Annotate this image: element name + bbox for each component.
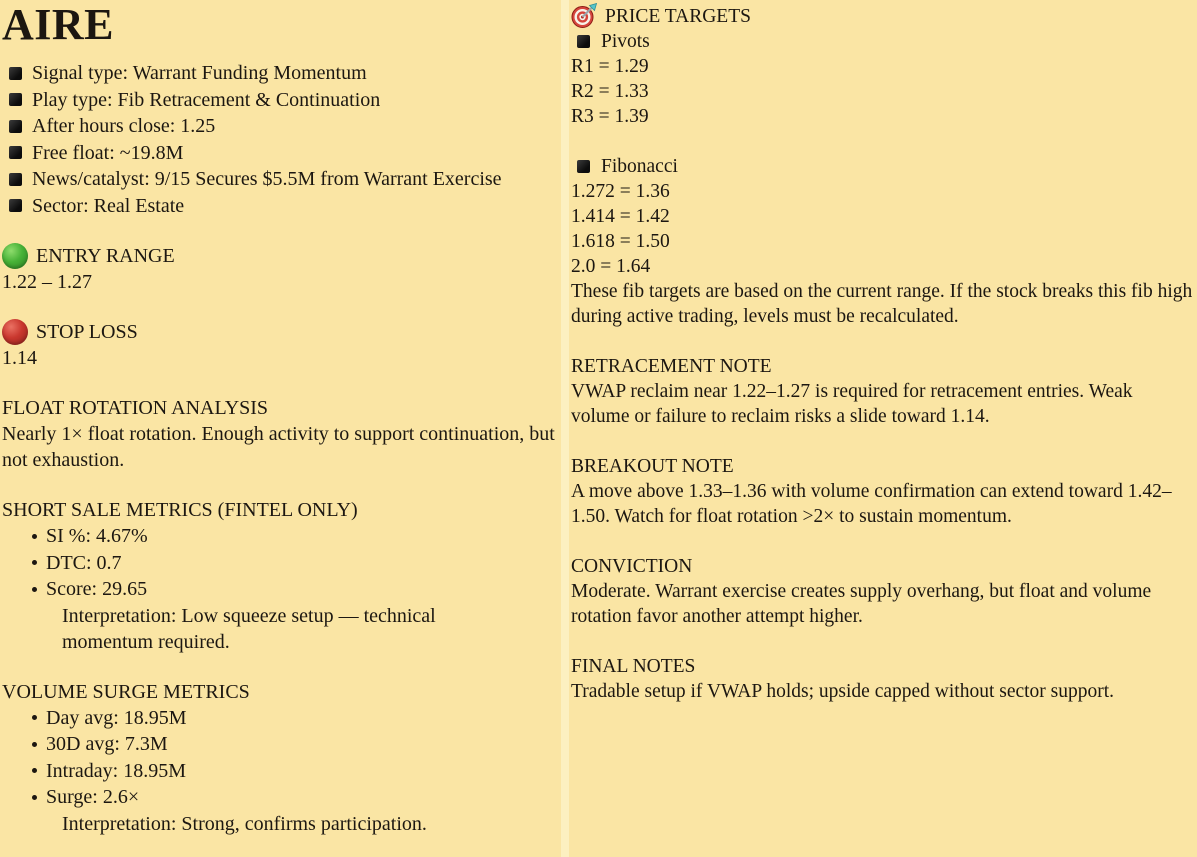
volume-surge-section	[2, 679, 561, 837]
retracement-note-heading: RETRACEMENT NOTE	[571, 356, 772, 377]
fact-line	[2, 193, 561, 220]
metric-line	[2, 523, 561, 550]
breakout-note-section	[571, 454, 1193, 529]
facts-list	[2, 60, 561, 219]
volume-surge-heading: VOLUME SURGE METRICS	[2, 680, 250, 703]
dot-bullet-icon	[32, 534, 37, 539]
retracement-note-body: VWAP reclaim near 1.22–1.27 is required for retracement entries. Weak volume or failure to reclaim risks a slide toward 1.14.	[571, 381, 1133, 427]
black-square-icon	[577, 35, 590, 48]
entry-range-label: ENTRY RANGE	[36, 245, 175, 267]
entry-range-section	[2, 243, 561, 295]
conviction-heading: CONVICTION	[571, 556, 693, 577]
metric-text: Surge: 2.6×	[46, 786, 140, 808]
fact-text: Free float: ~19.8M	[32, 141, 184, 164]
fact-line	[2, 166, 561, 193]
fact-text: After hours close: 1.25	[32, 115, 216, 137]
float-rotation-heading: FLOAT ROTATION ANALYSIS	[2, 397, 269, 419]
stop-loss-value: 1.14	[2, 347, 37, 369]
fib-level: 2.0 = 1.64	[571, 256, 651, 277]
left-column	[0, 0, 561, 857]
fact-text: Signal type: Warrant Funding Momentum	[32, 62, 367, 84]
price-targets-heading	[571, 3, 1193, 29]
conviction-body: Moderate. Warrant exercise creates supply overhang, but float and volume rotation favor another attempt higher.	[571, 581, 1152, 627]
fact-line	[2, 140, 561, 167]
fib-level: 1.414 = 1.42	[571, 206, 670, 227]
final-notes-section	[571, 654, 1193, 704]
metric-text: 30D avg: 7.3M	[46, 733, 168, 755]
column-divider	[561, 0, 569, 857]
fib-level: 1.272 = 1.36	[571, 181, 670, 202]
stop-loss-heading	[2, 319, 561, 345]
fib-level: 1.618 = 1.50	[571, 231, 670, 252]
breakout-note-heading: BREAKOUT NOTE	[571, 456, 734, 477]
pivots-subheading	[571, 29, 1193, 54]
fib-note: These fib targets are based on the current range. If the stock breaks this fib high during active trading, levels must be recalculated.	[571, 281, 1193, 327]
black-square-icon	[9, 146, 22, 159]
dot-bullet-icon	[32, 742, 37, 747]
metric-text: Score: 29.65	[46, 578, 148, 600]
black-square-icon	[9, 199, 22, 212]
pivot-level: R1 = 1.29	[571, 56, 649, 77]
float-rotation-section	[2, 395, 561, 473]
dot-bullet-icon	[32, 587, 37, 592]
dot-bullet-icon	[32, 795, 37, 800]
short-sale-section	[2, 497, 561, 655]
fact-line	[2, 113, 561, 140]
final-notes-body: Tradable setup if VWAP holds; upside capped without sector support.	[571, 681, 1115, 702]
fact-line	[2, 60, 561, 87]
metric-line	[2, 731, 561, 758]
metric-line	[2, 576, 561, 603]
short-sale-interpretation: Interpretation: Low squeeze setup — technical momentum required.	[62, 604, 436, 653]
metric-line	[2, 550, 561, 577]
metric-text: Intraday: 18.95M	[46, 759, 186, 782]
metric-text: SI %: 4.67%	[46, 525, 148, 547]
red-circle-icon	[2, 319, 28, 345]
pivots-label: Pivots	[601, 31, 650, 52]
fibonacci-subheading	[571, 154, 1193, 179]
entry-range-heading	[2, 243, 561, 269]
dart-target-icon	[571, 3, 597, 29]
dot-bullet-icon	[32, 768, 37, 773]
pivot-level: R3 = 1.39	[571, 106, 649, 127]
price-targets-label: PRICE TARGETS	[605, 5, 751, 27]
ticker-title: AIRE	[2, 0, 115, 49]
fibonacci-label: Fibonacci	[601, 156, 678, 177]
dot-bullet-icon	[32, 715, 37, 720]
metric-text: Day avg: 18.95M	[46, 706, 187, 729]
retracement-note-section	[571, 354, 1193, 429]
black-square-icon	[9, 173, 22, 186]
metric-line	[2, 784, 561, 811]
short-sale-heading: SHORT SALE METRICS (FINTEL ONLY)	[2, 499, 358, 521]
volume-surge-interpretation: Interpretation: Strong, confirms participation.	[62, 812, 427, 835]
breakout-note-body: A move above 1.33–1.36 with volume confirmation can extend toward 1.42–1.50. Watch for float rotation >2× to sustain momentum.	[571, 481, 1172, 527]
fact-text: News/catalyst: 9/15 Secures $5.5M from Warrant Exercise	[32, 168, 502, 190]
black-square-icon	[9, 120, 22, 133]
dot-bullet-icon	[32, 560, 37, 565]
final-notes-heading: FINAL NOTES	[571, 656, 696, 677]
price-targets-section	[571, 3, 1193, 329]
metric-text: DTC: 0.7	[46, 551, 122, 574]
black-square-icon	[9, 67, 22, 80]
metric-line	[2, 758, 561, 785]
fact-text: Play type: Fib Retracement & Continuation	[32, 88, 381, 111]
black-square-icon	[577, 160, 590, 173]
pivot-level: R2 = 1.33	[571, 81, 649, 102]
entry-range-value: 1.22 – 1.27	[2, 271, 92, 293]
fact-text: Sector: Real Estate	[32, 194, 185, 217]
black-square-icon	[9, 93, 22, 106]
stop-loss-label: STOP LOSS	[36, 321, 138, 343]
metric-line	[2, 705, 561, 732]
right-column	[569, 0, 1197, 857]
float-rotation-body: Nearly 1× float rotation. Enough activity to support continuation, but not exhaustion.	[2, 423, 555, 471]
fact-line	[2, 87, 561, 114]
conviction-section	[571, 554, 1193, 629]
stop-loss-section	[2, 319, 561, 371]
green-circle-icon	[2, 243, 28, 269]
